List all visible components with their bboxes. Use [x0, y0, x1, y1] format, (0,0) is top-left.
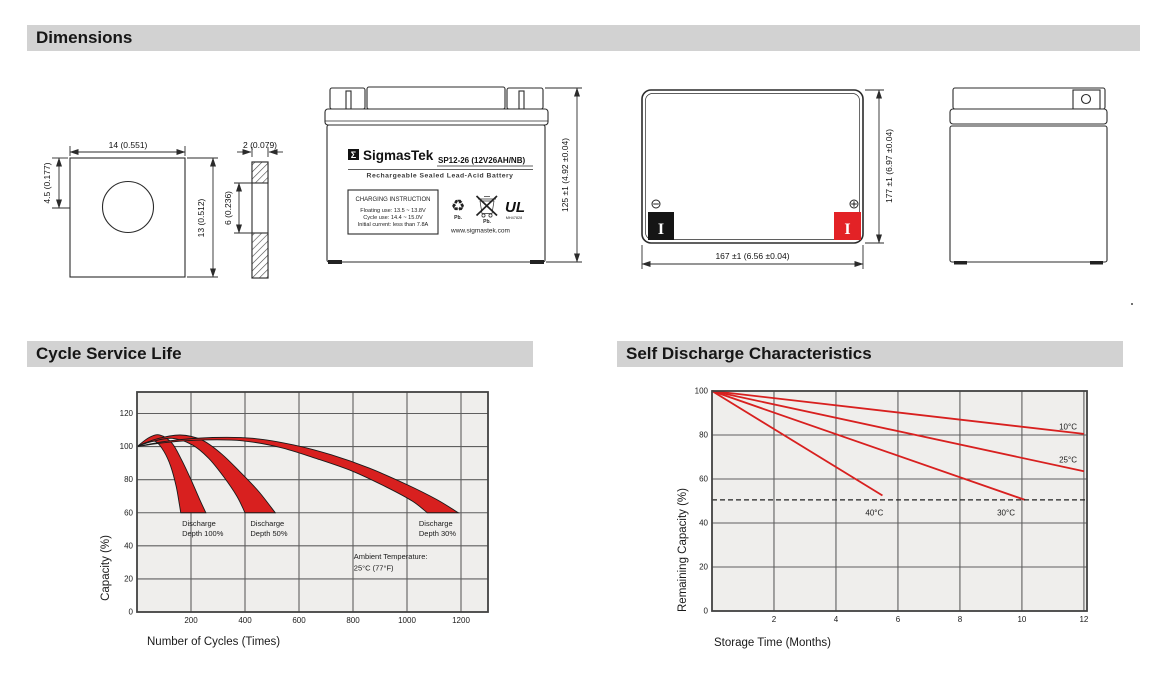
recycle-pb-caption: Pb.: [454, 215, 462, 221]
x-tick-label: 10: [1017, 615, 1027, 624]
x-tick-label: 8: [957, 615, 963, 624]
foot-right: [530, 260, 544, 264]
dim-profile-slot: 6 (0.236): [223, 190, 233, 226]
y-tick-label: 80: [124, 475, 133, 485]
negative-terminal-mark: I: [657, 221, 665, 238]
x-tick-label: 800: [346, 616, 360, 625]
hatched-top: [252, 162, 268, 183]
x-tick-label: 4: [833, 615, 839, 624]
battery-side-view: [945, 82, 1125, 277]
hatched-bottom: [252, 233, 268, 278]
y-tick-label: 20: [124, 574, 133, 584]
y-tick-label: 40: [699, 518, 708, 528]
chart-annotation: Depth 100%: [182, 528, 224, 538]
dim-profile-thickness: 2 (0.079): [242, 140, 278, 150]
end-view-outline: [642, 90, 863, 243]
section-title: Cycle Service Life: [36, 344, 182, 363]
positive-terminal-icon: [850, 200, 858, 208]
x-tick-label: 12: [1079, 615, 1089, 624]
chart-annotation: Discharge: [250, 518, 285, 528]
x-tick-label: 1200: [452, 616, 470, 625]
y-tick-label: 0: [128, 607, 133, 617]
positive-terminal-mark: I: [844, 221, 851, 238]
y-axis-label: Remaining Capacity (%): [677, 488, 689, 612]
y-tick-label: 100: [119, 442, 133, 452]
dim-face-width: 14 (0.551): [108, 140, 148, 150]
y-tick-label: 100: [694, 386, 708, 396]
section-title: Dimensions: [36, 28, 133, 47]
foot-left: [328, 260, 342, 264]
dim-end-width: 167 ±1 (6.56 ±0.04): [715, 251, 790, 261]
side-body: [950, 126, 1107, 262]
x-axis-label: Number of Cycles (Times): [147, 636, 281, 648]
x-tick-label: 200: [184, 616, 198, 625]
stray-dot: [1131, 303, 1133, 305]
battery-end-view: [635, 82, 905, 287]
terminal-post-right: [519, 91, 524, 109]
terminal-face-drawing: [40, 135, 240, 300]
ul-mark-icon: UL: [505, 199, 525, 216]
plot-area: [712, 391, 1087, 611]
y-tick-label: 60: [124, 508, 133, 518]
x-tick-label: 6: [895, 615, 901, 624]
charging-title: CHARGING INSTRUCTION: [355, 197, 431, 203]
recycle-pb-icon: ♻: [450, 198, 466, 215]
model-number: SP12-26 (12V26AH/NB): [438, 156, 526, 165]
battery-lid: [325, 109, 548, 125]
section-header-self-discharge: [617, 341, 1123, 367]
sigma-logo-glyph: Σ: [350, 150, 357, 160]
battery-front-view: [320, 82, 590, 300]
section-header-dimensions: [27, 25, 1140, 51]
x-tick-label: 600: [292, 616, 306, 625]
side-terminal-hole: [1082, 95, 1091, 104]
dim-end-height: 177 ±1 (6.97 ±0.04): [884, 128, 894, 204]
y-tick-label: 20: [699, 562, 708, 572]
chart-annotation: Discharge: [418, 518, 453, 528]
bin-pb-caption: Pb.: [483, 219, 491, 225]
x-tick-label: 1000: [398, 616, 416, 625]
chart-annotation: Ambient Temperature:: [353, 552, 428, 562]
dim-front-height: 125 ±1 (4.92 ±0.04): [560, 137, 570, 213]
brand-name: SigmasTek: [363, 148, 434, 163]
charging-line2: Cycle use: 14.4 ~ 15.0V: [363, 215, 423, 221]
battery-type-line: Rechargeable Sealed Lead-Acid Battery: [366, 172, 514, 180]
x-tick-label: 400: [238, 616, 252, 625]
y-tick-label: 40: [124, 541, 133, 551]
x-tick-label: 2: [771, 615, 777, 624]
terminal-hole: [103, 182, 154, 233]
charging-line3: Initial current: less than 7.8A: [357, 222, 429, 228]
terminal-profile-drawing: [225, 135, 315, 300]
chart-annotation: 25°C (77°F): [353, 563, 394, 573]
self-discharge-chart: [650, 386, 1100, 661]
x-axis-label: Storage Time (Months): [714, 637, 831, 649]
side-foot-left: [954, 261, 967, 265]
section-header-cycle-life: [27, 341, 533, 367]
terminal-post-left: [346, 91, 351, 109]
charging-line1: Floating use: 13.5 ~ 13.8V: [360, 208, 426, 214]
website-text: www.sigmastek.com: [451, 227, 510, 235]
dim-face-height: 13 (0.512): [196, 198, 206, 238]
chart-annotation: Discharge: [182, 518, 216, 528]
chart-annotation: 25°C: [1059, 455, 1077, 465]
dim-face-offset: 4.5 (0.177): [42, 162, 52, 204]
side-foot-right: [1090, 261, 1103, 265]
y-tick-label: 0: [703, 606, 708, 616]
ul-file-code: MH47828: [505, 216, 523, 220]
chart-annotation: 10°C: [1059, 422, 1077, 432]
chart-annotation: Depth 30%: [418, 528, 456, 538]
y-axis-label: Capacity (%): [100, 535, 112, 601]
y-tick-label: 80: [699, 430, 708, 440]
y-tick-label: 60: [699, 474, 708, 484]
chart-annotation: 40°C: [865, 508, 884, 518]
y-tick-label: 120: [119, 409, 133, 419]
cycle-service-life-chart: [95, 386, 525, 661]
chart-annotation: Depth 50%: [250, 528, 288, 538]
section-title: Self Discharge Characteristics: [626, 344, 872, 363]
chart-annotation: 30°C: [997, 508, 1015, 518]
